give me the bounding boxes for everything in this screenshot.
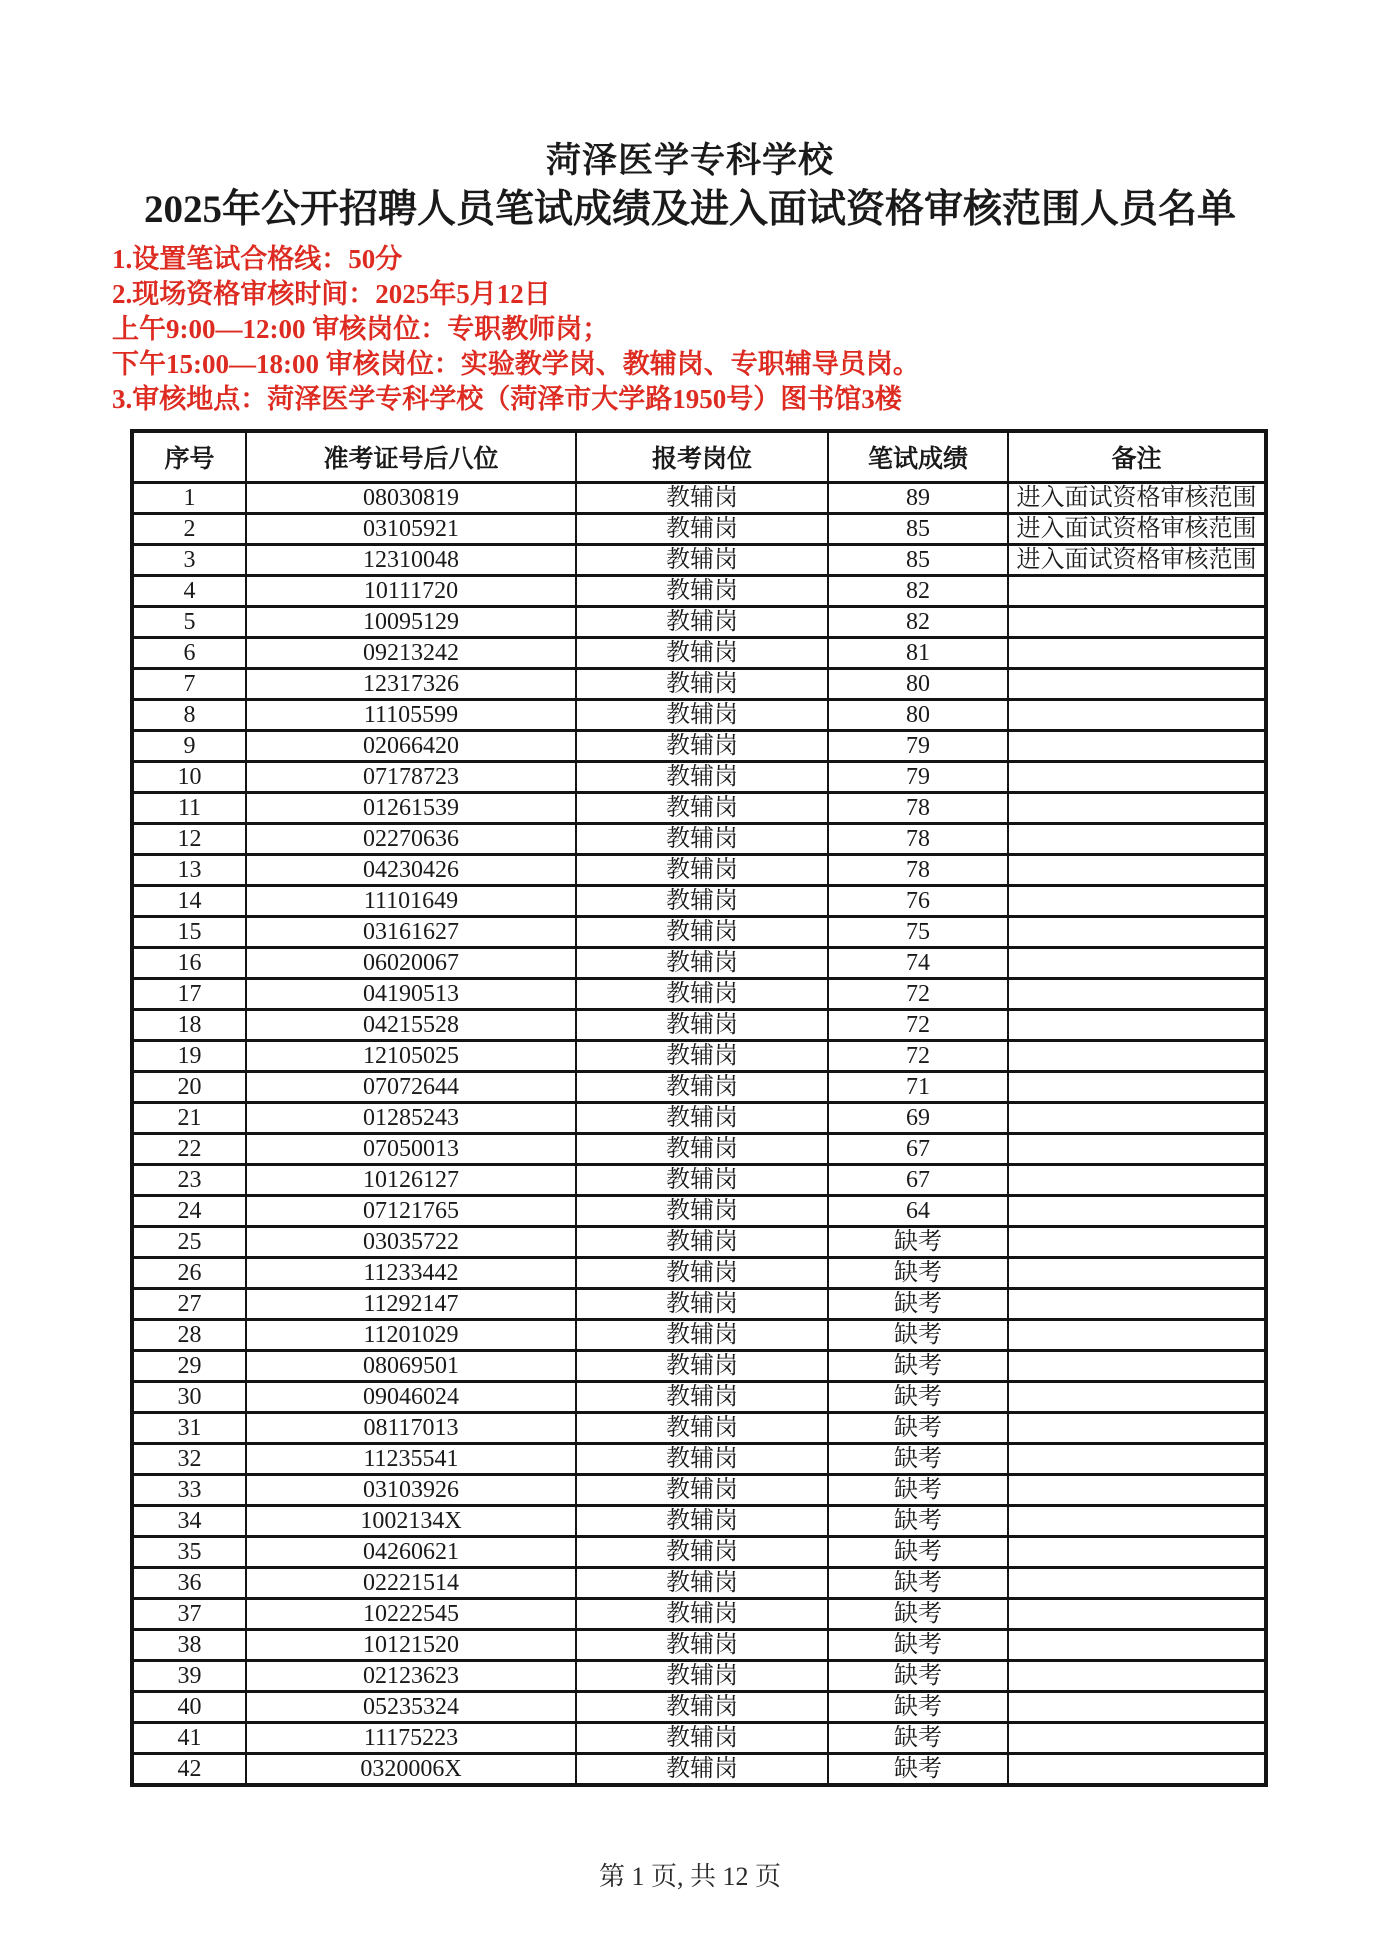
cell-remark	[1008, 979, 1266, 1010]
cell-remark	[1008, 855, 1266, 886]
cell-exam-number: 10222545	[246, 1599, 576, 1630]
cell-index: 10	[132, 762, 246, 793]
cell-remark: 进入面试资格审核范围	[1008, 483, 1266, 514]
table-row	[132, 793, 1266, 824]
cell-index: 37	[132, 1599, 246, 1630]
cell-index: 32	[132, 1444, 246, 1475]
cell-index: 16	[132, 948, 246, 979]
cell-exam-number: 12105025	[246, 1041, 576, 1072]
cell-position: 教辅岗	[576, 607, 828, 638]
cell-position: 教辅岗	[576, 1258, 828, 1289]
note-line: 上午9:00—12:00 审核岗位：专职教师岗；	[112, 314, 610, 344]
cell-position: 教辅岗	[576, 1692, 828, 1723]
cell-exam-number: 10111720	[246, 576, 576, 607]
cell-remark	[1008, 1258, 1266, 1289]
table-row	[132, 1413, 1266, 1444]
cell-exam-number: 02066420	[246, 731, 576, 762]
cell-exam-number: 0320006X	[246, 1754, 576, 1786]
cell-exam-number: 05235324	[246, 1692, 576, 1723]
cell-exam-number: 11233442	[246, 1258, 576, 1289]
cell-position: 教辅岗	[576, 1382, 828, 1413]
cell-index: 21	[132, 1103, 246, 1134]
cell-index: 17	[132, 979, 246, 1010]
cell-remark	[1008, 1630, 1266, 1661]
cell-index: 3	[132, 545, 246, 576]
cell-score: 缺考	[828, 1382, 1008, 1413]
cell-exam-number: 07121765	[246, 1196, 576, 1227]
cell-exam-number: 09213242	[246, 638, 576, 669]
page-number-footer: 第 1 页, 共 12 页	[598, 1862, 781, 1891]
cell-remark	[1008, 1568, 1266, 1599]
cell-remark	[1008, 1072, 1266, 1103]
table-row	[132, 700, 1266, 731]
cell-score: 82	[828, 576, 1008, 607]
cell-position: 教辅岗	[576, 1661, 828, 1692]
cell-exam-number: 11235541	[246, 1444, 576, 1475]
cell-position: 教辅岗	[576, 1475, 828, 1506]
cell-position: 教辅岗	[576, 514, 828, 545]
cell-exam-number: 04260621	[246, 1537, 576, 1568]
cell-position: 教辅岗	[576, 483, 828, 514]
cell-score: 78	[828, 824, 1008, 855]
cell-score: 67	[828, 1134, 1008, 1165]
cell-position: 教辅岗	[576, 886, 828, 917]
cell-position: 教辅岗	[576, 1041, 828, 1072]
cell-index: 2	[132, 514, 246, 545]
cell-position: 教辅岗	[576, 1754, 828, 1786]
note-line: 1.设置笔试合格线：50分	[112, 244, 403, 274]
cell-exam-number: 1002134X	[246, 1506, 576, 1537]
cell-remark	[1008, 824, 1266, 855]
cell-exam-number: 11105599	[246, 700, 576, 731]
cell-exam-number: 10126127	[246, 1165, 576, 1196]
cell-exam-number: 09046024	[246, 1382, 576, 1413]
cell-exam-number: 11175223	[246, 1723, 576, 1754]
column-header: 笔试成绩	[828, 431, 1008, 483]
cell-score: 76	[828, 886, 1008, 917]
cell-index: 9	[132, 731, 246, 762]
table-row	[132, 1692, 1266, 1723]
cell-index: 8	[132, 700, 246, 731]
table-row	[132, 545, 1266, 576]
cell-remark	[1008, 1382, 1266, 1413]
cell-index: 41	[132, 1723, 246, 1754]
table-row	[132, 1630, 1266, 1661]
cell-remark	[1008, 1506, 1266, 1537]
table-row	[132, 1568, 1266, 1599]
table-row	[132, 1506, 1266, 1537]
cell-exam-number: 02221514	[246, 1568, 576, 1599]
cell-exam-number: 10121520	[246, 1630, 576, 1661]
table-row	[132, 1351, 1266, 1382]
cell-exam-number: 02123623	[246, 1661, 576, 1692]
cell-score: 80	[828, 700, 1008, 731]
cell-index: 19	[132, 1041, 246, 1072]
cell-position: 教辅岗	[576, 1413, 828, 1444]
cell-index: 15	[132, 917, 246, 948]
cell-exam-number: 07178723	[246, 762, 576, 793]
cell-index: 28	[132, 1320, 246, 1351]
cell-position: 教辅岗	[576, 855, 828, 886]
cell-remark	[1008, 1196, 1266, 1227]
cell-index: 5	[132, 607, 246, 638]
cell-position: 教辅岗	[576, 793, 828, 824]
cell-position: 教辅岗	[576, 1196, 828, 1227]
column-header: 备注	[1008, 431, 1266, 483]
cell-remark	[1008, 638, 1266, 669]
note-line: 下午15:00—18:00 审核岗位：实验教学岗、教辅岗、专职辅导员岗。	[112, 349, 920, 379]
cell-score: 71	[828, 1072, 1008, 1103]
cell-remark	[1008, 607, 1266, 638]
cell-position: 教辅岗	[576, 1568, 828, 1599]
table-row	[132, 1041, 1266, 1072]
table-row	[132, 1289, 1266, 1320]
table-row	[132, 1320, 1266, 1351]
table-row	[132, 886, 1266, 917]
cell-position: 教辅岗	[576, 824, 828, 855]
cell-position: 教辅岗	[576, 731, 828, 762]
cell-remark	[1008, 1010, 1266, 1041]
table-row	[132, 1723, 1266, 1754]
table-row	[132, 1661, 1266, 1692]
cell-index: 7	[132, 669, 246, 700]
cell-exam-number: 08069501	[246, 1351, 576, 1382]
table-row	[132, 1258, 1266, 1289]
cell-remark	[1008, 1599, 1266, 1630]
cell-remark	[1008, 669, 1266, 700]
cell-position: 教辅岗	[576, 1444, 828, 1475]
results-table	[130, 429, 1268, 1787]
cell-index: 20	[132, 1072, 246, 1103]
cell-score: 缺考	[828, 1413, 1008, 1444]
cell-index: 35	[132, 1537, 246, 1568]
cell-index: 26	[132, 1258, 246, 1289]
cell-score: 缺考	[828, 1320, 1008, 1351]
cell-exam-number: 11201029	[246, 1320, 576, 1351]
cell-index: 22	[132, 1134, 246, 1165]
column-header: 报考岗位	[576, 431, 828, 483]
cell-remark: 进入面试资格审核范围	[1008, 514, 1266, 545]
note-line: 3.审核地点：菏泽医学专科学校（菏泽市大学路1950号）图书馆3楼	[112, 384, 902, 414]
cell-index: 31	[132, 1413, 246, 1444]
cell-remark	[1008, 1351, 1266, 1382]
cell-position: 教辅岗	[576, 917, 828, 948]
cell-score: 78	[828, 855, 1008, 886]
cell-position: 教辅岗	[576, 669, 828, 700]
table-row	[132, 1103, 1266, 1134]
cell-remark	[1008, 1537, 1266, 1568]
cell-remark	[1008, 1041, 1266, 1072]
cell-remark	[1008, 700, 1266, 731]
cell-remark	[1008, 886, 1266, 917]
cell-index: 11	[132, 793, 246, 824]
cell-remark	[1008, 731, 1266, 762]
cell-position: 教辅岗	[576, 1134, 828, 1165]
cell-position: 教辅岗	[576, 1599, 828, 1630]
table-row	[132, 855, 1266, 886]
cell-remark	[1008, 948, 1266, 979]
cell-position: 教辅岗	[576, 1723, 828, 1754]
cell-score: 89	[828, 483, 1008, 514]
cell-position: 教辅岗	[576, 638, 828, 669]
cell-position: 教辅岗	[576, 1010, 828, 1041]
cell-score: 85	[828, 514, 1008, 545]
cell-position: 教辅岗	[576, 1072, 828, 1103]
table-row	[132, 1134, 1266, 1165]
cell-index: 4	[132, 576, 246, 607]
cell-index: 29	[132, 1351, 246, 1382]
table-row	[132, 824, 1266, 855]
cell-remark	[1008, 762, 1266, 793]
cell-index: 13	[132, 855, 246, 886]
cell-score: 79	[828, 731, 1008, 762]
cell-remark	[1008, 1320, 1266, 1351]
cell-exam-number: 04230426	[246, 855, 576, 886]
cell-score: 缺考	[828, 1227, 1008, 1258]
cell-remark	[1008, 1444, 1266, 1475]
cell-index: 38	[132, 1630, 246, 1661]
cell-score: 69	[828, 1103, 1008, 1134]
table-row	[132, 948, 1266, 979]
cell-index: 40	[132, 1692, 246, 1723]
table-row	[132, 638, 1266, 669]
cell-exam-number: 03103926	[246, 1475, 576, 1506]
cell-remark	[1008, 1661, 1266, 1692]
cell-position: 教辅岗	[576, 948, 828, 979]
cell-score: 缺考	[828, 1351, 1008, 1382]
table-body	[132, 483, 1266, 1786]
table-row	[132, 607, 1266, 638]
cell-index: 27	[132, 1289, 246, 1320]
cell-remark	[1008, 1723, 1266, 1754]
table-row	[132, 1475, 1266, 1506]
cell-exam-number: 11101649	[246, 886, 576, 917]
document-title: 2025年公开招聘人员笔试成绩及进入面试资格审核范围人员名单	[143, 188, 1236, 231]
column-header: 序号	[132, 431, 246, 483]
cell-index: 23	[132, 1165, 246, 1196]
table-row	[132, 514, 1266, 545]
table-row	[132, 762, 1266, 793]
cell-score: 67	[828, 1165, 1008, 1196]
cell-score: 缺考	[828, 1289, 1008, 1320]
table-row	[132, 483, 1266, 514]
cell-index: 18	[132, 1010, 246, 1041]
cell-position: 教辅岗	[576, 762, 828, 793]
cell-exam-number: 08030819	[246, 483, 576, 514]
cell-score: 缺考	[828, 1568, 1008, 1599]
table-row	[132, 1537, 1266, 1568]
cell-index: 25	[132, 1227, 246, 1258]
cell-exam-number: 11292147	[246, 1289, 576, 1320]
cell-score: 82	[828, 607, 1008, 638]
school-title: 菏泽医学专科学校	[545, 141, 834, 180]
cell-index: 34	[132, 1506, 246, 1537]
table-header-row	[132, 431, 1266, 483]
cell-remark	[1008, 1692, 1266, 1723]
cell-position: 教辅岗	[576, 979, 828, 1010]
cell-remark	[1008, 1227, 1266, 1258]
cell-position: 教辅岗	[576, 1103, 828, 1134]
cell-exam-number: 10095129	[246, 607, 576, 638]
cell-position: 教辅岗	[576, 700, 828, 731]
table-row	[132, 1599, 1266, 1630]
cell-score: 72	[828, 1041, 1008, 1072]
cell-remark	[1008, 793, 1266, 824]
cell-exam-number: 08117013	[246, 1413, 576, 1444]
cell-position: 教辅岗	[576, 1630, 828, 1661]
cell-score: 64	[828, 1196, 1008, 1227]
cell-position: 教辅岗	[576, 1506, 828, 1537]
cell-remark	[1008, 1103, 1266, 1134]
cell-remark	[1008, 1165, 1266, 1196]
table-row	[132, 1382, 1266, 1413]
cell-position: 教辅岗	[576, 1165, 828, 1196]
cell-remark	[1008, 1413, 1266, 1444]
note-line: 2.现场资格审核时间：2025年5月12日	[112, 279, 551, 309]
cell-score: 75	[828, 917, 1008, 948]
cell-score: 缺考	[828, 1537, 1008, 1568]
cell-score: 缺考	[828, 1444, 1008, 1475]
cell-remark	[1008, 917, 1266, 948]
cell-score: 85	[828, 545, 1008, 576]
cell-exam-number: 03105921	[246, 514, 576, 545]
cell-position: 教辅岗	[576, 1351, 828, 1382]
table-row	[132, 669, 1266, 700]
cell-index: 39	[132, 1661, 246, 1692]
cell-position: 教辅岗	[576, 1537, 828, 1568]
cell-position: 教辅岗	[576, 545, 828, 576]
cell-index: 24	[132, 1196, 246, 1227]
cell-exam-number: 02270636	[246, 824, 576, 855]
table-row	[132, 1227, 1266, 1258]
table-row	[132, 979, 1266, 1010]
table-row	[132, 1165, 1266, 1196]
cell-index: 30	[132, 1382, 246, 1413]
cell-score: 72	[828, 1010, 1008, 1041]
cell-index: 36	[132, 1568, 246, 1599]
cell-score: 80	[828, 669, 1008, 700]
cell-score: 缺考	[828, 1630, 1008, 1661]
cell-exam-number: 04190513	[246, 979, 576, 1010]
cell-index: 12	[132, 824, 246, 855]
cell-index: 6	[132, 638, 246, 669]
cell-remark	[1008, 1754, 1266, 1786]
cell-index: 33	[132, 1475, 246, 1506]
table-row	[132, 1010, 1266, 1041]
table-row	[132, 1444, 1266, 1475]
cell-score: 缺考	[828, 1475, 1008, 1506]
cell-remark	[1008, 576, 1266, 607]
cell-score: 缺考	[828, 1506, 1008, 1537]
table-row	[132, 917, 1266, 948]
cell-index: 14	[132, 886, 246, 917]
cell-remark	[1008, 1134, 1266, 1165]
table-row	[132, 1072, 1266, 1103]
table-row	[132, 1196, 1266, 1227]
table-row	[132, 1754, 1266, 1786]
table-row	[132, 576, 1266, 607]
cell-score: 缺考	[828, 1723, 1008, 1754]
cell-score: 74	[828, 948, 1008, 979]
cell-exam-number: 04215528	[246, 1010, 576, 1041]
cell-exam-number: 07050013	[246, 1134, 576, 1165]
cell-exam-number: 01285243	[246, 1103, 576, 1134]
notes	[112, 242, 1380, 417]
cell-index: 1	[132, 483, 246, 514]
cell-position: 教辅岗	[576, 1227, 828, 1258]
cell-index: 42	[132, 1754, 246, 1786]
cell-remark	[1008, 1475, 1266, 1506]
cell-exam-number: 06020067	[246, 948, 576, 979]
cell-exam-number: 12317326	[246, 669, 576, 700]
cell-score: 72	[828, 979, 1008, 1010]
table-row	[132, 731, 1266, 762]
cell-exam-number: 01261539	[246, 793, 576, 824]
cell-score: 81	[828, 638, 1008, 669]
cell-score: 缺考	[828, 1258, 1008, 1289]
cell-remark: 进入面试资格审核范围	[1008, 545, 1266, 576]
cell-score: 缺考	[828, 1692, 1008, 1723]
cell-score: 缺考	[828, 1754, 1008, 1786]
cell-score: 缺考	[828, 1599, 1008, 1630]
cell-exam-number: 03161627	[246, 917, 576, 948]
cell-exam-number: 07072644	[246, 1072, 576, 1103]
cell-score: 79	[828, 762, 1008, 793]
cell-remark	[1008, 1289, 1266, 1320]
cell-score: 缺考	[828, 1661, 1008, 1692]
cell-exam-number: 12310048	[246, 545, 576, 576]
cell-position: 教辅岗	[576, 576, 828, 607]
column-header: 准考证号后八位	[246, 431, 576, 483]
cell-position: 教辅岗	[576, 1320, 828, 1351]
cell-position: 教辅岗	[576, 1289, 828, 1320]
cell-exam-number: 03035722	[246, 1227, 576, 1258]
cell-score: 78	[828, 793, 1008, 824]
